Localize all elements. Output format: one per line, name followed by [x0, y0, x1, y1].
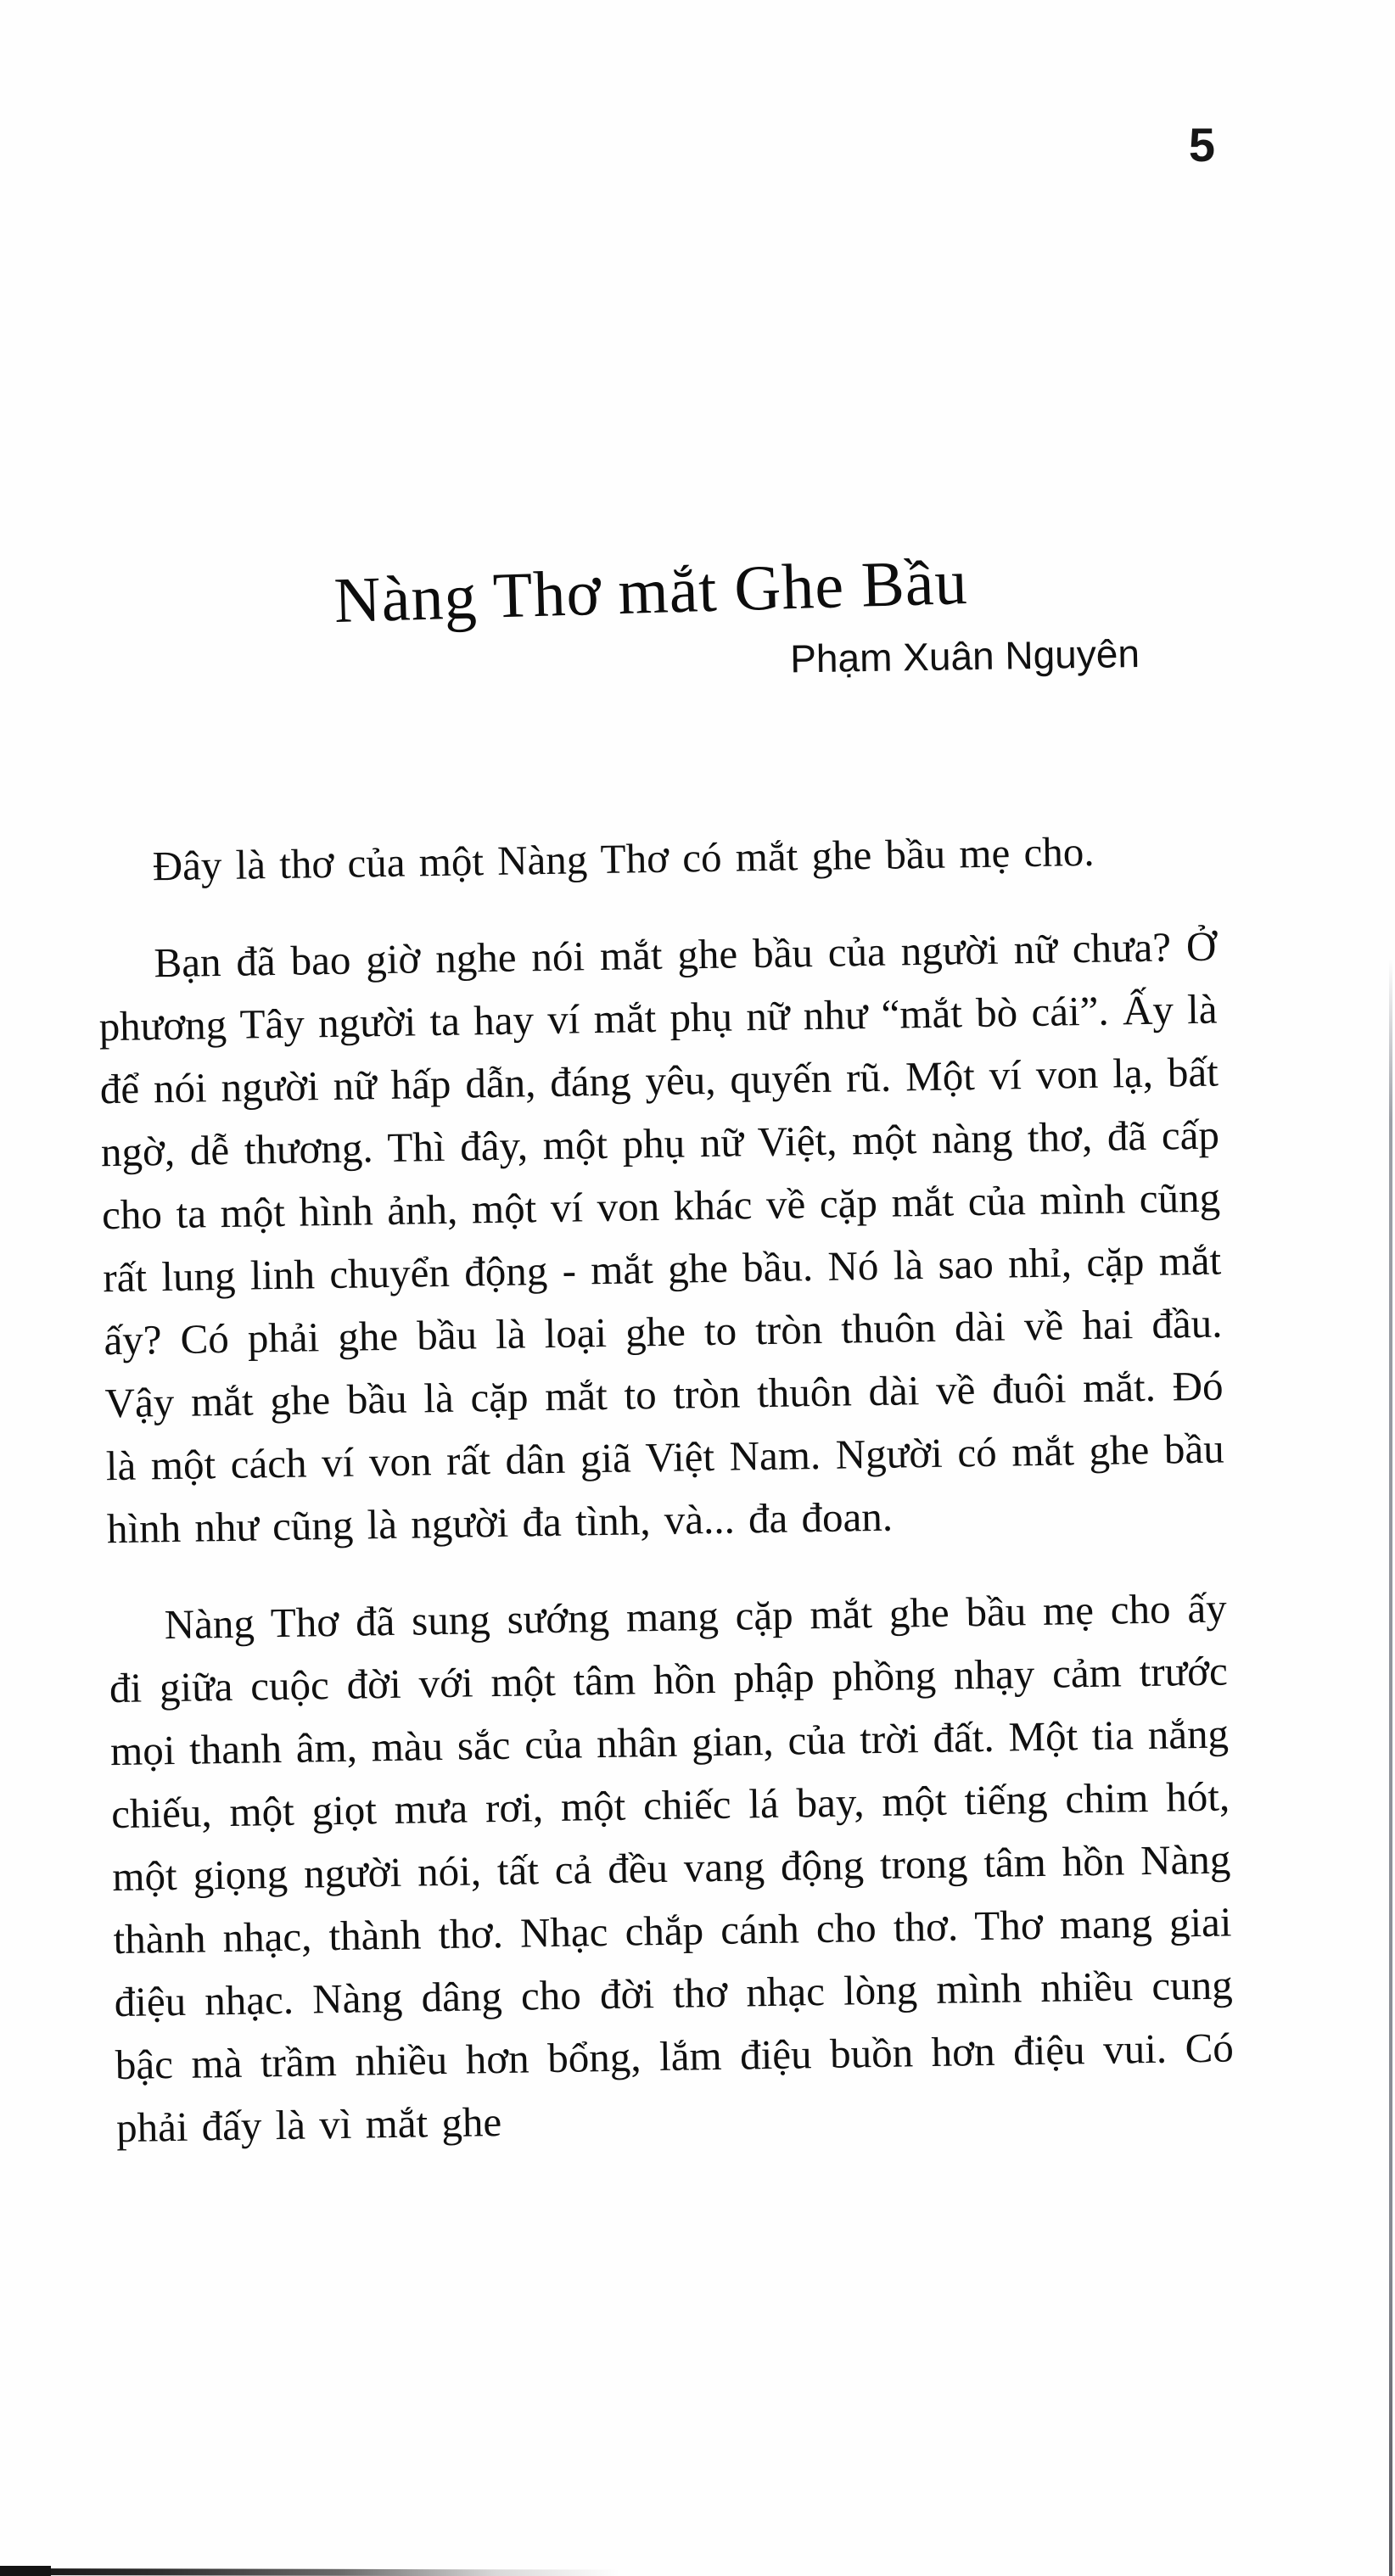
scan-edge-right: [1389, 959, 1392, 2576]
paragraph: Nàng Thơ đã sung sướng mang cặp mắt ghe bầu mẹ cho ấy đi giữa cuộc đời với một tâm hồn phập phồng nhạy cảm trước mọi thanh âm, màu sắc của nhân gian, của trời đất. Một tia nắng chiếu, một giọt mưa rơi, một chiếc lá bay, một tiếng chim hót, một giọng người nói, tất cả đều vang động trong tâm hồn Nàng thành nhạc, thành thơ. Nhạc chắp cánh cho thơ. Thơ mang giai điệu nhạc. Nàng dâng cho đời thơ nhạc lòng mình nhiều cung bậc mà trầm nhiều hơn bổng, lắm điệu buồn hơn điệu vui. Có phải đấy là vì mắt ghe: [109, 1584, 1235, 2151]
article-body: [96, 818, 1235, 2159]
page-number: 5: [1188, 118, 1215, 171]
article: [92, 545, 1235, 2193]
article-author: Phạm Xuân Nguyên: [789, 631, 1140, 681]
article-title: Nàng Thơ mắt Ghe Bầu: [333, 546, 969, 637]
scan-edge-bottom: [0, 2568, 619, 2576]
paragraph: Bạn đã bao giờ nghe nói mắt ghe bầu của người nữ chưa? Ở phương Tây người ta hay ví mắt phụ nữ như “mắt bò cái”. Ấy là để nói người nữ hấp dẫn, đáng yêu, quyến rũ. Một ví von lạ, bất ngờ, dễ thương. Thì đây, một phụ nữ Việt, một nàng thơ, đã cấp cho ta một hình ảnh, một ví von khác về cặp mắt của mình cũng rất lung linh chuyển động - mắt ghe bầu. Nó là sao nhỉ, cặp mắt ấy? Có phải ghe bầu là loại ghe to tròn thuôn dài về hai đầu. Vậy mắt ghe bầu là cặp mắt to tròn thuôn dài về đuôi mắt. Đó là một cách ví von rất dân giã Việt Nam. Người có mắt ghe bầu hình như cũng là người đa tình, và... đa đoan.: [98, 922, 1225, 1552]
scan-corner-artifact: [0, 2566, 51, 2576]
paragraph: Đây là thơ của một Nàng Thơ có mắt ghe bầu mẹ cho.: [152, 827, 1095, 889]
